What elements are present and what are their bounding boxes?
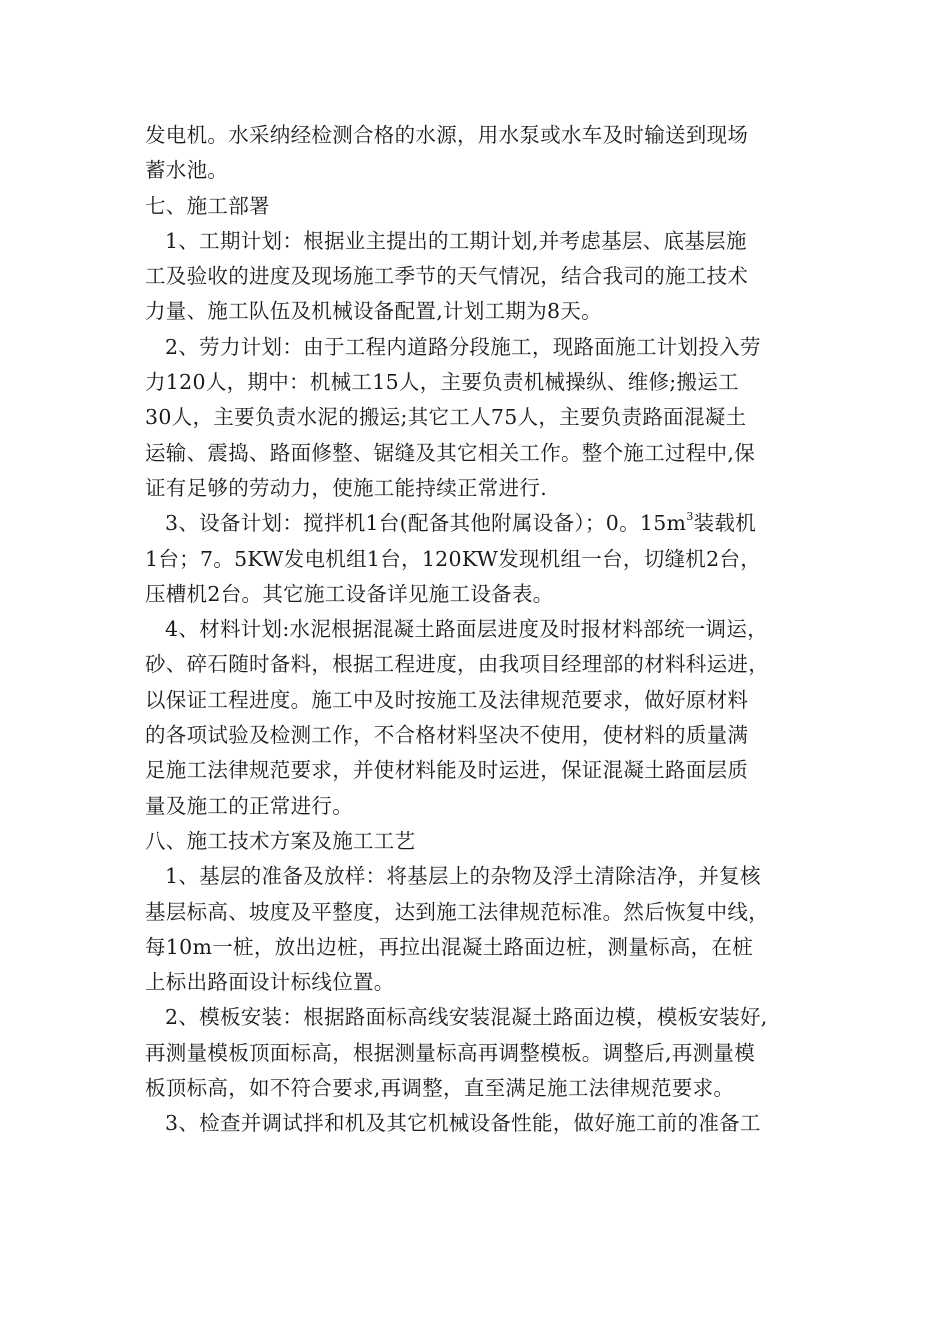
text-line-content: 30人，主要负责水泥的搬运;其它工人75人，主要负责路面混凝土: [145, 405, 747, 430]
text-line: [145, 683, 811, 718]
text-line: [145, 824, 811, 859]
text-line-content: 量及施工的正常进行。: [145, 793, 353, 818]
text-line: [145, 789, 811, 824]
text-line-content: 2、劳力计划：由于工程内道路分段施工，现路面施工计划投入劳: [165, 334, 761, 359]
text-line: [145, 365, 811, 400]
text-line: [145, 1000, 811, 1035]
text-line: [145, 224, 811, 259]
text-line-content: 2、模板安装：根据路面标高线安装混凝土路面边模，模板安装好,: [165, 1005, 768, 1030]
text-line: [145, 118, 811, 153]
text-line-content: 砂、碎石随时备料，根据工程进度，由我项目经理部的材料科运进，: [145, 652, 769, 677]
text-line-content: 压槽机2台。其它施工设备详见施工设备表。: [145, 581, 554, 606]
superscript-exponent: 3: [686, 510, 694, 524]
text-line: [145, 930, 811, 965]
document-page: [145, 118, 811, 1142]
text-line: [145, 542, 811, 577]
text-line: [145, 718, 811, 753]
text-line-content: 3、检查并调试拌和机及其它机械设备性能，做好施工前的准备工: [165, 1111, 761, 1136]
text-line-content: 力量、施工队伍及机械设备配置,计划工期为8天。: [145, 299, 602, 324]
text-line: [145, 189, 811, 224]
text-line-content: 力120人，期中：机械工15人，主要负责机械操纵、维修;搬运工: [145, 370, 739, 395]
text-line: [145, 400, 811, 435]
text-line: [145, 259, 811, 294]
text-line: [145, 1071, 811, 1106]
text-line-content: 3、设备计划：搅拌机1台(配备其他附属设备）；0。15m: [165, 511, 687, 536]
text-line-content: 1、工期计划：根据业主提出的工期计划,并考虑基层、底基层施: [165, 228, 747, 253]
text-line: [145, 506, 811, 541]
text-line-content: 上标出路面设计标线位置。: [145, 970, 395, 995]
text-line: [145, 965, 811, 1000]
text-line-content: 运输、震捣、路面修整、锯缝及其它相关工作。整个施工过程中,保: [145, 440, 756, 465]
text-line: [145, 577, 811, 612]
text-line-content: 的各项试验及检测工作，不合格材料坚决不使用，使材料的质量满: [145, 723, 749, 748]
text-line: [145, 294, 811, 329]
text-line-content: 1台；7。5KW发电机组1台，120KW发现机组一台，切缝机2台，: [145, 546, 762, 571]
text-line: [145, 612, 811, 647]
text-line-content: 再测量模板顶面标高，根据测量标高再调整模板。调整后,再测量模: [145, 1040, 756, 1065]
text-line-content: 蓄水池。: [145, 158, 229, 183]
text-line: [145, 647, 811, 682]
text-line: [145, 153, 811, 188]
text-line: [145, 1106, 811, 1141]
text-line-continuation: 装载机: [693, 511, 757, 536]
text-line: [145, 753, 811, 788]
text-line-content: 1、基层的准备及放样：将基层上的杂物及浮土清除洁净，并复核: [165, 864, 761, 889]
text-line-content: 七、施工部署: [145, 193, 270, 218]
text-line: [145, 1036, 811, 1071]
text-line: [145, 895, 811, 930]
text-line-content: 八、施工技术方案及施工工艺: [145, 828, 416, 853]
text-line-content: 每10m一桩，放出边桩，再拉出混凝土路面边桩，测量标高，在桩: [145, 934, 754, 959]
text-line-content: 板顶标高，如不符合要求,再调整，直至满足施工法律规范要求。: [145, 1076, 735, 1101]
text-line: [145, 330, 811, 365]
text-line-content: 以保证工程进度。施工中及时按施工及法律规范要求，做好原材料: [145, 687, 749, 712]
text-line: [145, 859, 811, 894]
document-body: [145, 118, 811, 1142]
text-line: [145, 436, 811, 471]
text-line-content: 4、材料计划:水泥根据混凝土路面层进度及时报材料部统一调运，: [165, 617, 768, 642]
text-line-content: 发电机。水采纳经检测合格的水源，用水泵或水车及时输送到现场: [145, 123, 749, 147]
text-line-content: 工及验收的进度及现场施工季节的天气情况，结合我司的施工技术: [145, 264, 749, 289]
text-line: [145, 471, 811, 506]
text-line-content: 基层标高、坡度及平整度，达到施工法律规范标准。然后恢复中线，: [145, 899, 769, 924]
text-line-content: 足施工法律规范要求，并使材料能及时运进，保证混凝土路面层质: [145, 758, 749, 783]
text-line-content: 证有足够的劳动力，使施工能持续正常进行.: [145, 475, 548, 500]
